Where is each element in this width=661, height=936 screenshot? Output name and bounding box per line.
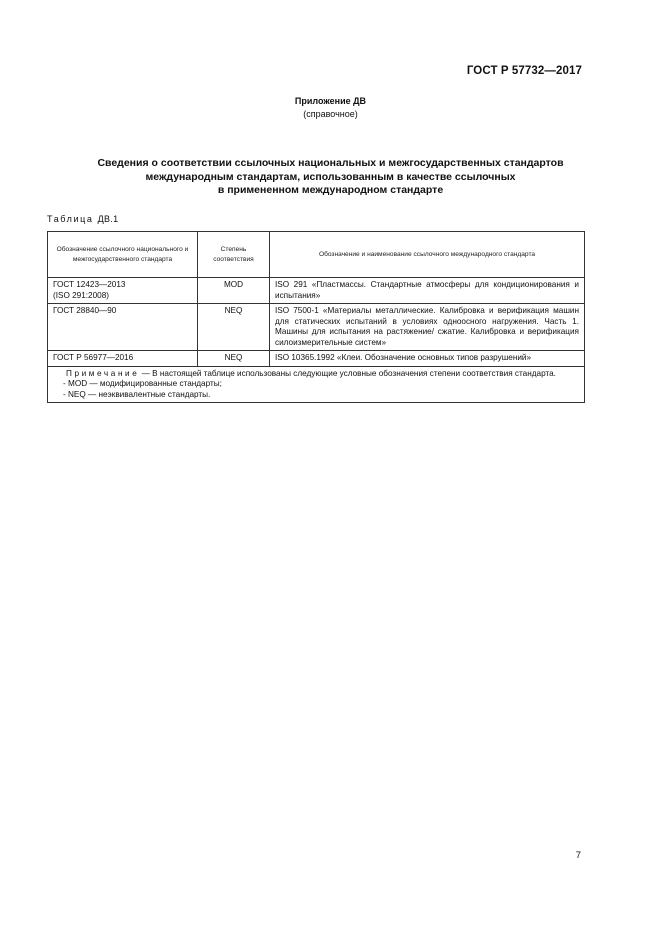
table-note-row [48, 366, 585, 403]
table-label-word: Таблица [47, 214, 94, 224]
note-label: Примечание [66, 368, 140, 378]
national-standard-code: ГОСТ 12423—2013 [53, 280, 126, 289]
table-header-row [48, 232, 585, 278]
appendix-title: Приложение ДВ [294, 96, 367, 106]
correspondence-table [47, 231, 585, 403]
national-standard-code: ГОСТ Р 56977—2016 [53, 353, 134, 362]
international-standard-cell: ISO 10365.1992 «Клеи. Обозначение основных типов разрушений» [270, 351, 585, 367]
national-standard-cell [48, 351, 198, 367]
column-header-national: Обозначение ссылочного национального и межгосударственного стандарта [48, 232, 198, 278]
note-item: - NEQ — неэквивалентные стандарты. [63, 389, 211, 399]
national-standard-code: ГОСТ 28840—90 [53, 306, 117, 315]
international-standard-cell: ISO 291 «Пластмассы. Стандартные атмосферы для кондиционирования и испытания» [270, 278, 585, 304]
table-label [47, 214, 118, 224]
international-standard-cell: ISO 7500-1 «Материалы металлические. Калибровка и верификация машин для статических испытаний в условиях одноосного нагружения. Часть 1. Машины для испытания на растяжение/ сжатие. Калибровка и верификация силоизмерительные систем» [270, 304, 585, 351]
page-number: 7 [575, 850, 581, 861]
degree-cell: MOD [198, 278, 270, 304]
section-title-line: в примененном международном стандарте [217, 184, 444, 196]
section-title-line: Сведения о соответствии ссылочных национальных и межгосударственных стандартов [97, 157, 564, 169]
note-item: - MOD — модифицированные стандарты; [63, 379, 222, 388]
note-body: — В настоящей таблице использованы следующие условные обозначения степени соответствия стандарта. [139, 368, 556, 378]
national-standard-code: (ISO 291:2008) [53, 290, 109, 300]
degree-cell: NEQ [198, 351, 270, 367]
table-note [48, 366, 585, 403]
section-title [40, 157, 621, 198]
table-row [48, 278, 585, 304]
note-text [53, 369, 579, 380]
appendix-subtitle: (справочное) [303, 109, 358, 119]
table-row [48, 351, 585, 367]
national-standard-cell [48, 304, 198, 351]
degree-cell: NEQ [198, 304, 270, 351]
appendix-heading [0, 95, 661, 121]
section-title-line: международным стандартам, использованным в качестве ссылочных [145, 170, 516, 183]
national-standard-cell [48, 278, 198, 304]
document-code: ГОСТ Р 57732—2017 [466, 65, 582, 77]
column-header-degree: Степень соответствия [198, 232, 270, 278]
column-header-international: Обозначение и наименование ссылочного международного стандарта [270, 232, 585, 278]
table-row [48, 304, 585, 351]
table-label-number: ДВ.1 [97, 214, 119, 224]
